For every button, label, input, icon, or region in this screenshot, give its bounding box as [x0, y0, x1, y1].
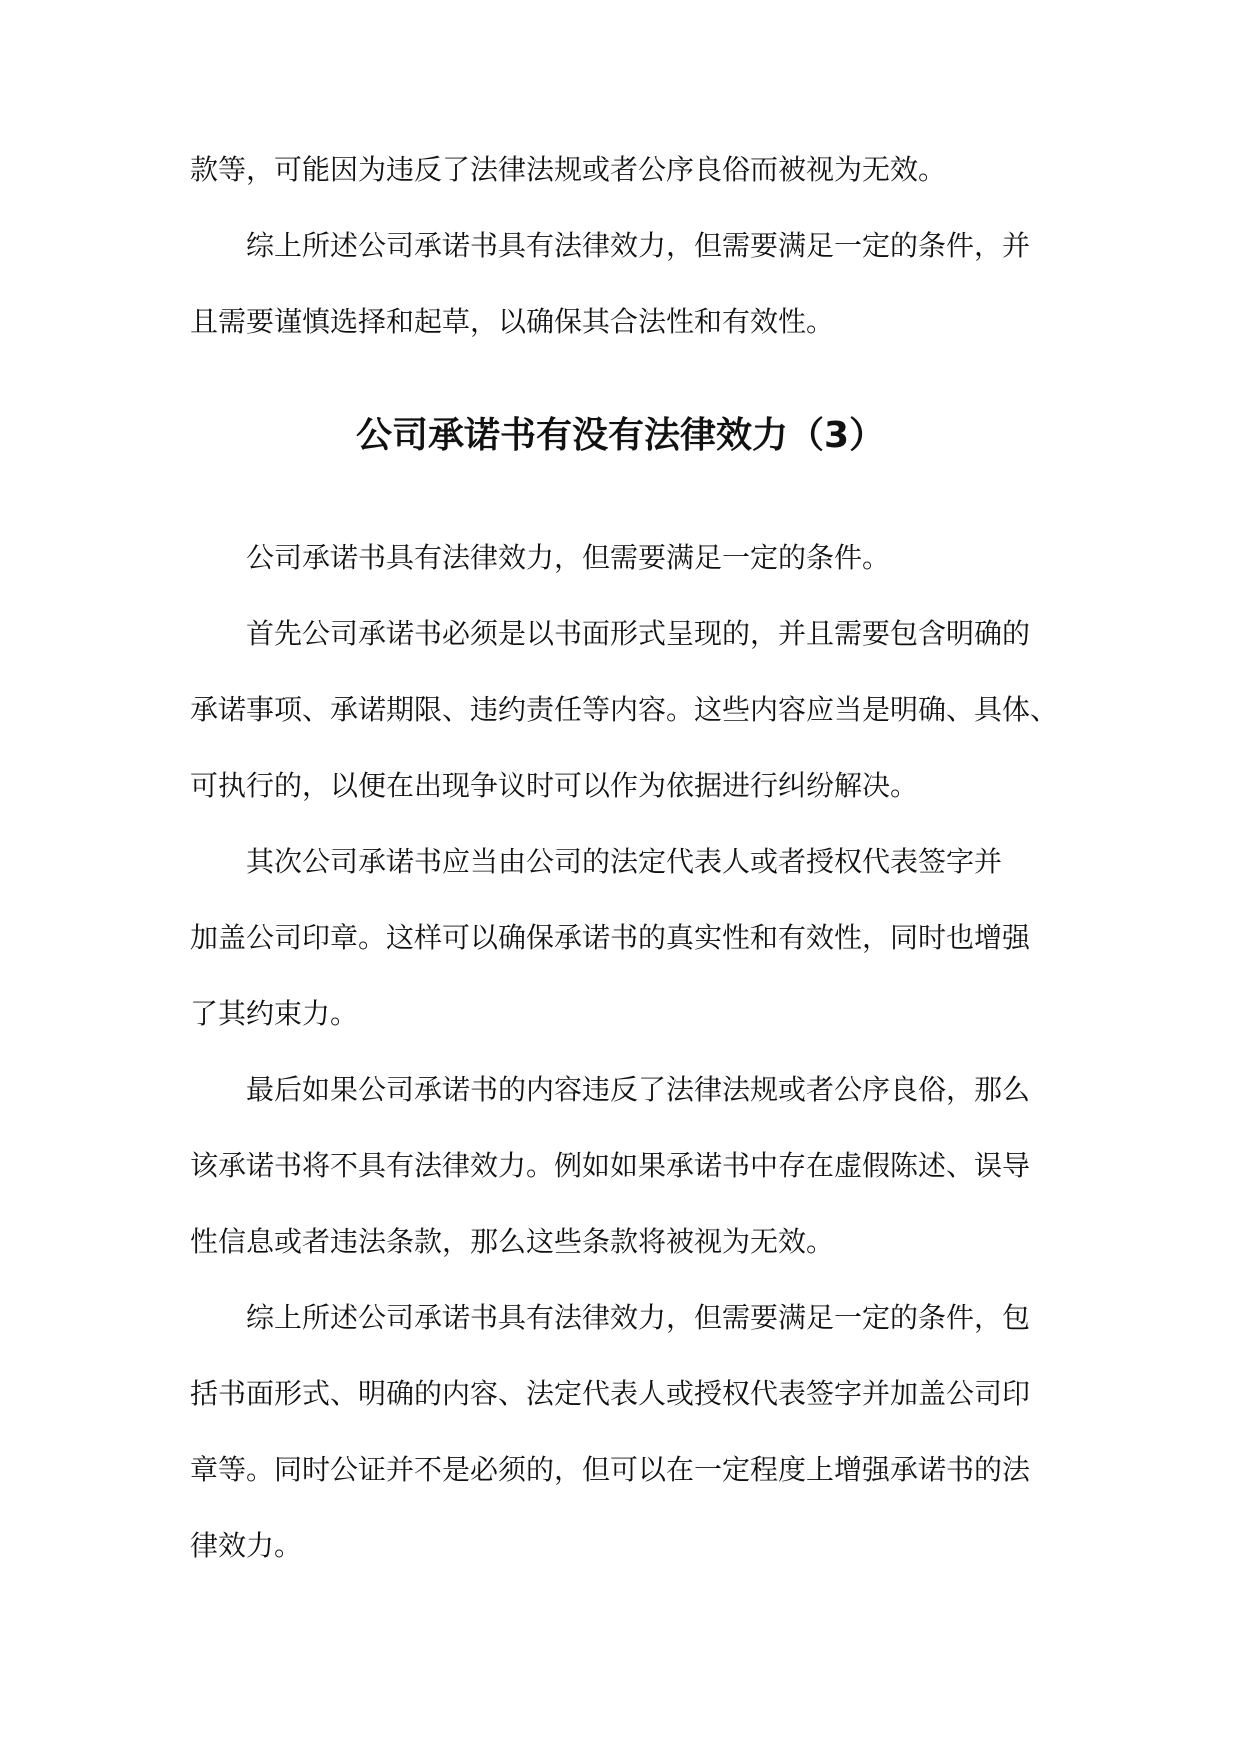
paragraph-line: 其次公司承诺书应当由公司的法定代表人或者授权代表签字并 — [246, 845, 1003, 878]
paragraph-line: 综上所述公司承诺书具有法律效力，但需要满足一定的条件，包 — [246, 1301, 1031, 1334]
section-heading: 公司承诺书有没有法律效力（3） — [355, 415, 886, 456]
paragraph-line: 且需要谨慎选择和起草，以确保其合法性和有效性。 — [190, 305, 835, 338]
paragraph-line: 该承诺书将不具有法律效力。例如如果承诺书中存在虚假陈述、误导 — [190, 1149, 1031, 1182]
paragraph-line: 性信息或者违法条款，那么这些条款将被视为无效。 — [190, 1225, 835, 1258]
paragraph-line: 律效力。 — [190, 1529, 303, 1562]
paragraph-line: 最后如果公司承诺书的内容违反了法律法规或者公序良俗，那么 — [246, 1073, 1031, 1106]
paragraph-line: 款等，可能因为违反了法律法规或者公序良俗而被视为无效。 — [190, 153, 947, 186]
paragraph-line: 综上所述公司承诺书具有法律效力，但需要满足一定的条件，并 — [246, 229, 1031, 262]
paragraph-line: 章等。同时公证并不是必须的，但可以在一定程度上增强承诺书的法 — [190, 1453, 1031, 1486]
paragraph-line: 公司承诺书具有法律效力，但需要满足一定的条件。 — [246, 541, 891, 574]
paragraph-line: 加盖公司印章。这样可以确保承诺书的真实性和有效性，同时也增强 — [190, 921, 1031, 954]
paragraph-line: 承诺事项、承诺期限、违约责任等内容。这些内容应当是明确、具体、 — [190, 693, 1059, 726]
paragraph-line: 可执行的，以便在出现争议时可以作为依据进行纠纷解决。 — [190, 769, 919, 802]
paragraph-line: 了其约束力。 — [190, 997, 359, 1030]
paragraph-line: 括书面形式、明确的内容、法定代表人或授权代表签字并加盖公司印 — [190, 1377, 1031, 1410]
paragraph-line: 首先公司承诺书必须是以书面形式呈现的，并且需要包含明确的 — [246, 617, 1031, 650]
